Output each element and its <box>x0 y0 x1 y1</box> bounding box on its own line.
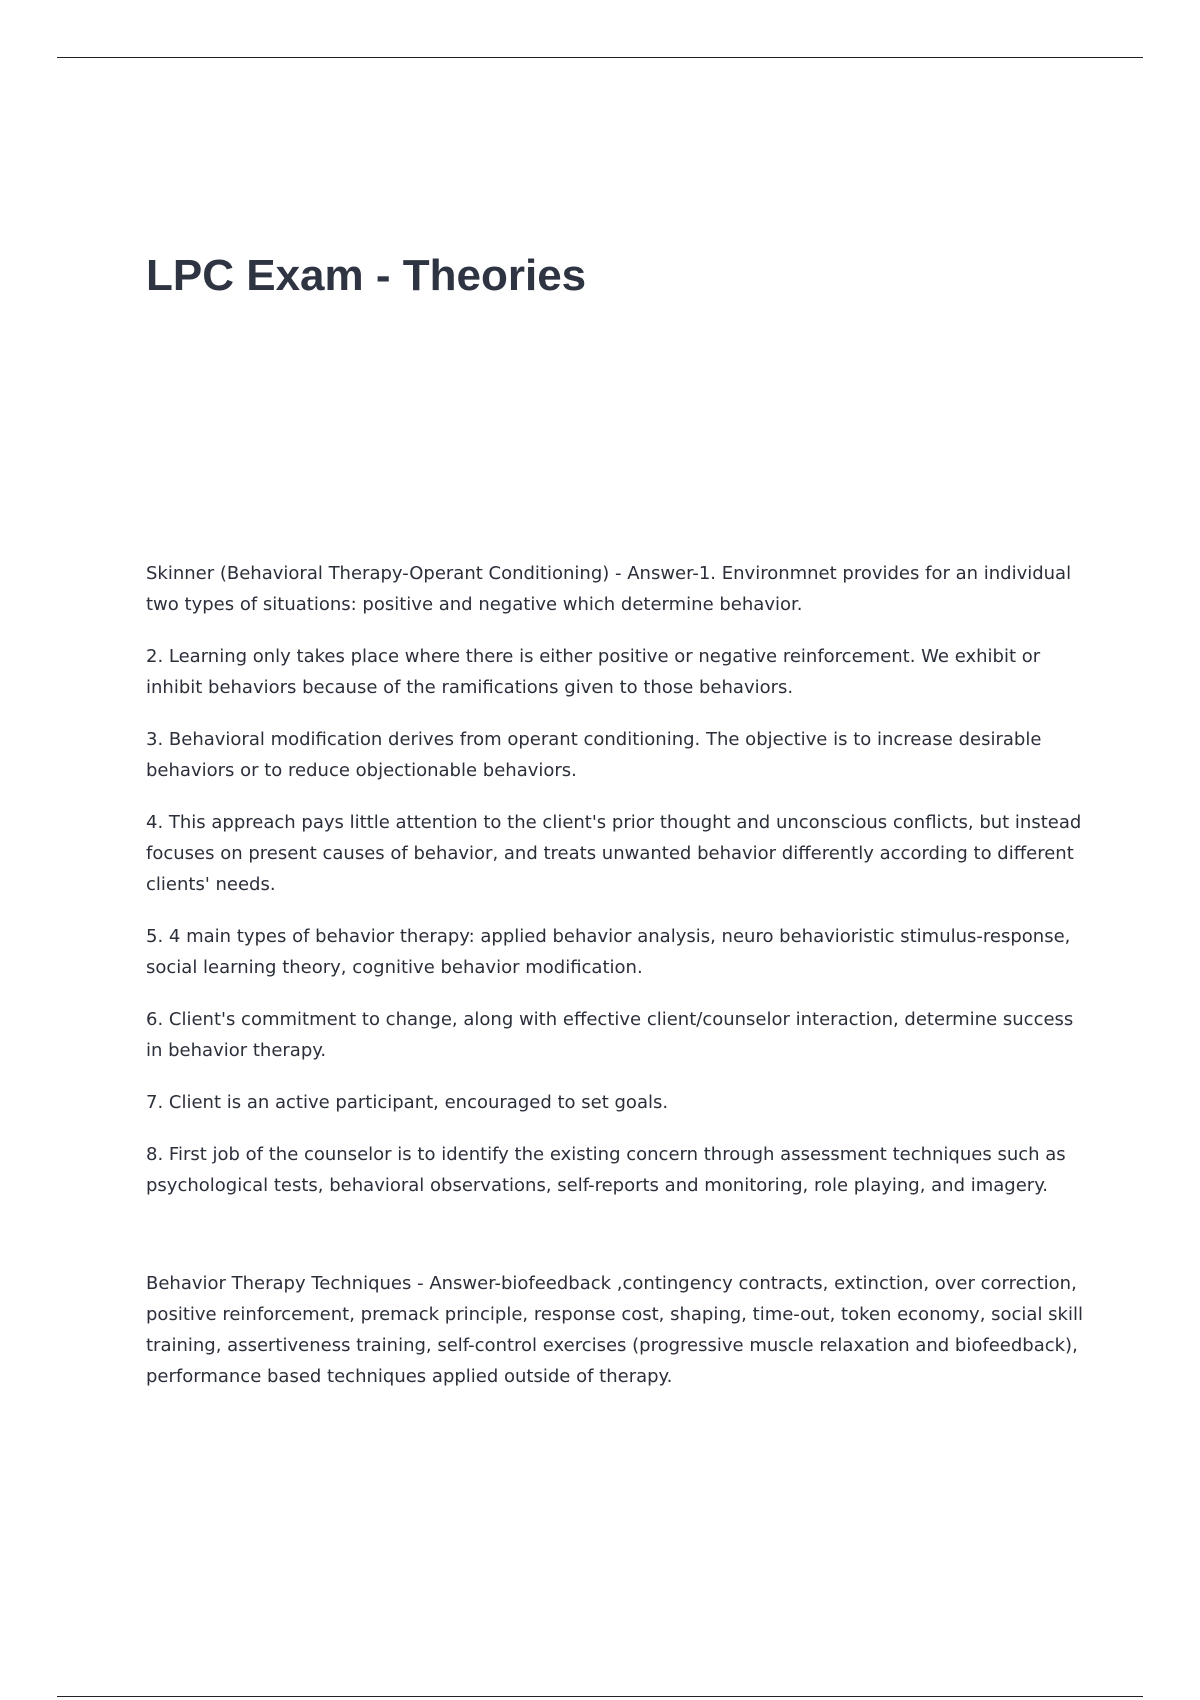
qa-paragraph <box>146 558 1086 620</box>
top-rule <box>57 57 1143 58</box>
document-body <box>146 558 1086 1413</box>
qa-paragraph: 4. This appreach pays little attention to the client's prior thought and unconscious conflicts, but instead focuses on present causes of behavior, and treats unwanted behavior differently according to different clients' needs. <box>146 812 1082 895</box>
question-text: Behavior Therapy Techniques - <box>146 1273 430 1294</box>
qa-paragraph: 7. Client is an active participant, encouraged to set goals. <box>146 1092 669 1113</box>
qa-paragraph: 5. 4 main types of behavior therapy: applied behavior analysis, neuro behavioristic stimulus-response, social learning theory, cognitive behavior modification. <box>146 926 1071 978</box>
qa-paragraph: 2. Learning only takes place where there is either positive or negative reinforcement. We exhibit or inhibit behaviors because of the ramifications given to those behaviors. <box>146 646 1041 698</box>
qa-item-techniques <box>146 1268 1086 1392</box>
qa-paragraph: 8. First job of the counselor is to identify the existing concern through assessment techniques such as psychological tests, behavioral observations, self-reports and monitoring, role playing, and imagery. <box>146 1144 1066 1196</box>
answer-text: Answer-biofeedback ,contingency contracts, extinction, over correction, positive reinforcement, premack principle, response cost, shaping, time-out, token economy, social skill training, assertiveness training, self-control exercises (progressive muscle relaxation and biofeedback), performance based techniques applied outside of therapy. <box>146 1273 1083 1387</box>
page-title: LPC Exam - Theories <box>146 251 587 300</box>
answer-text: Answer-1. Environmnet provides for an individual two types of situations: positive and negative which determine behavior. <box>146 563 1072 615</box>
qa-paragraph: 6. Client's commitment to change, along with effective client/counselor interaction, determine success in behavior therapy. <box>146 1009 1074 1061</box>
question-text: Skinner (Behavioral Therapy-Operant Conditioning) - <box>146 563 628 584</box>
bottom-rule <box>57 1696 1143 1697</box>
qa-item-skinner <box>146 558 1086 1201</box>
qa-paragraph <box>146 1268 1086 1392</box>
qa-paragraph: 3. Behavioral modification derives from operant conditioning. The objective is to increase desirable behaviors or to reduce objectionable behaviors. <box>146 729 1042 781</box>
